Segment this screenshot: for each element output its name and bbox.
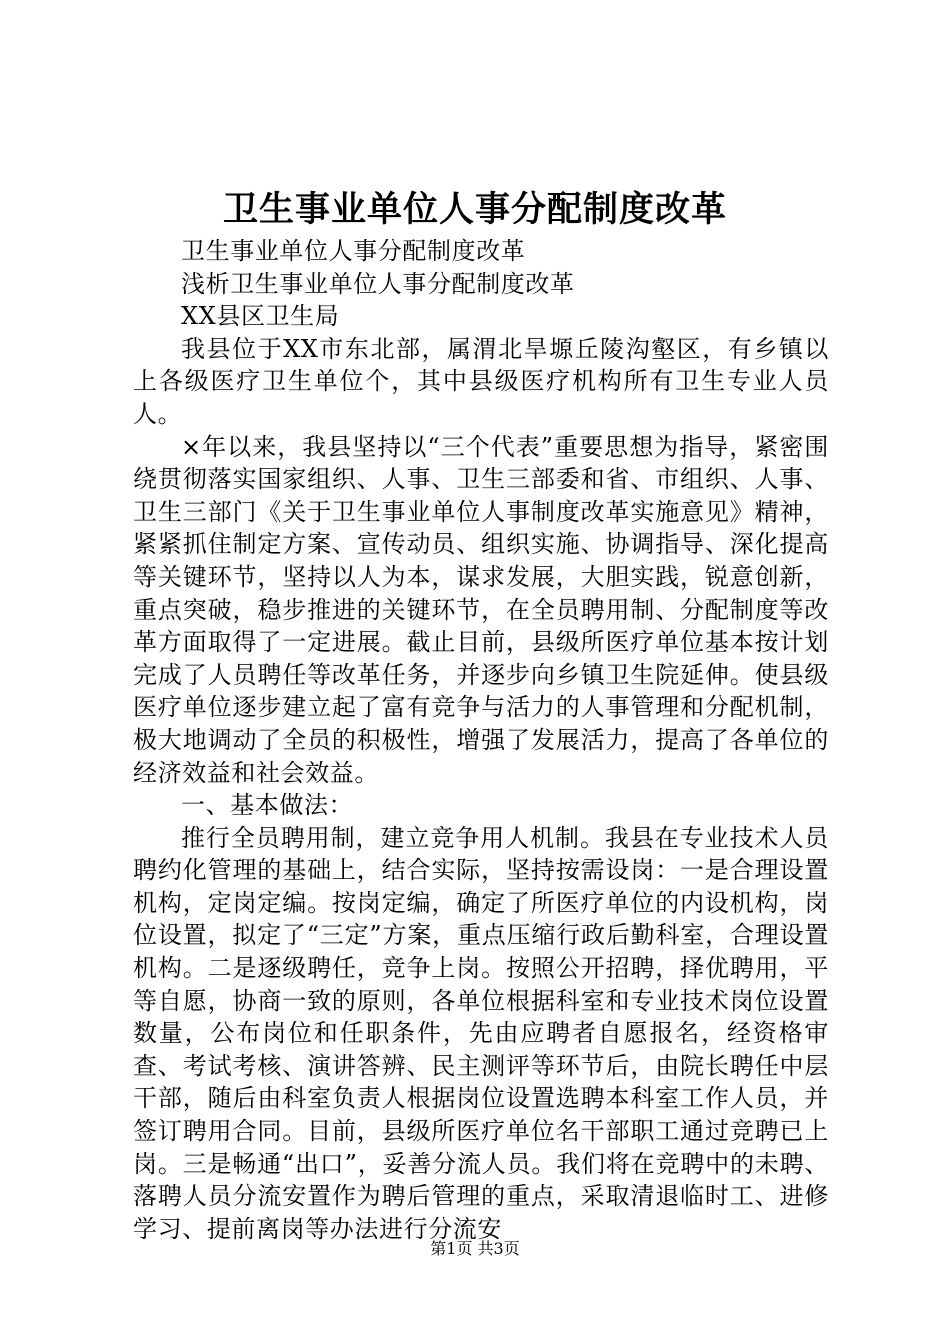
paragraph-subtitle: 卫生事业单位人事分配制度改革 <box>181 237 526 265</box>
paragraph-intro: 我县位于XX市东北部，属渭北旱塬丘陵沟壑区，有乡镇以上各级医疗卫生单位个，其中县级医疗机构所有卫生专业人员人。 <box>133 334 829 428</box>
page-footer <box>0 1238 950 1260</box>
paragraph-employment-system: 推行全员聘用制，建立竞争用人机制。我县在专业技术人员聘约化管理的基础上，结合实际，坚持按需设岗：一是合理设置机构，定岗定编。按岗定编，确定了所医疗单位的内设机构，岗位设置，拟定了“三定”方案，重点压缩行政后勤科室，合理设置机构。二是逐级聘任，竞争上岗。按照公开招聘，择优聘用，平等自愿，协商一致的原则，各单位根据科室和专业技术岗位设置数量，公布岗位和任职条件，先由应聘者自愿报名，经资格审查、考试考核、演讲答辨、民主测评等环节后，由院长聘任中层干部，随后由科室负责人根据岗位设置选聘本科室工作人员，并签订聘用合同。目前，县级所医疗单位名干部职工通过竞聘已上岗。三是畅通“出口”，妥善分流人员。我们将在竞聘中的未聘、落聘人员分流安置作为聘后管理的重点，采取清退临时工、进修学习、提前离岗等办法进行分流安 <box>133 823 829 1243</box>
paragraph-author: XX县区卫生局 <box>181 302 340 331</box>
section-heading-basic-methods: 一、基本做法： <box>181 791 354 820</box>
paragraph-overview: ×年以来，我县坚持以“三个代表”重要思想为指导，紧密围绕贯彻落实国家组织、人事、卫生三部委和省、市组织、人事、卫生三部门《关于卫生事业单位人事制度改革实施意见》精神，紧紧抓住制定方案、宣传动员、组织实施、协调指导、深化提高等关键环节，坚持以人为本，谋求发展，大胆实践，锐意创新，重点突破，稳步推进的关键环节，在全员聘用制、分配制度等改革方面取得了一定进展。截止目前，县级所医疗单位基本按计划完成了人员聘任等改革任务，并逐步向乡镇卫生院延伸。使县级医疗单位逐步建立起了富有竞争与活力的人事管理和分配机制，极大地调动了全员的积极性，增强了发展活力，提高了各单位的经济效益和社会效益。 <box>133 432 829 787</box>
document-title: 卫生事业单位人事分配制度改革 <box>222 189 727 230</box>
page-indicator: 第1页 共3页 <box>430 1239 520 1258</box>
paragraph-article-title: 浅析卫生事业单位人事分配制度改革 <box>181 269 575 298</box>
document-body <box>133 235 829 1245</box>
